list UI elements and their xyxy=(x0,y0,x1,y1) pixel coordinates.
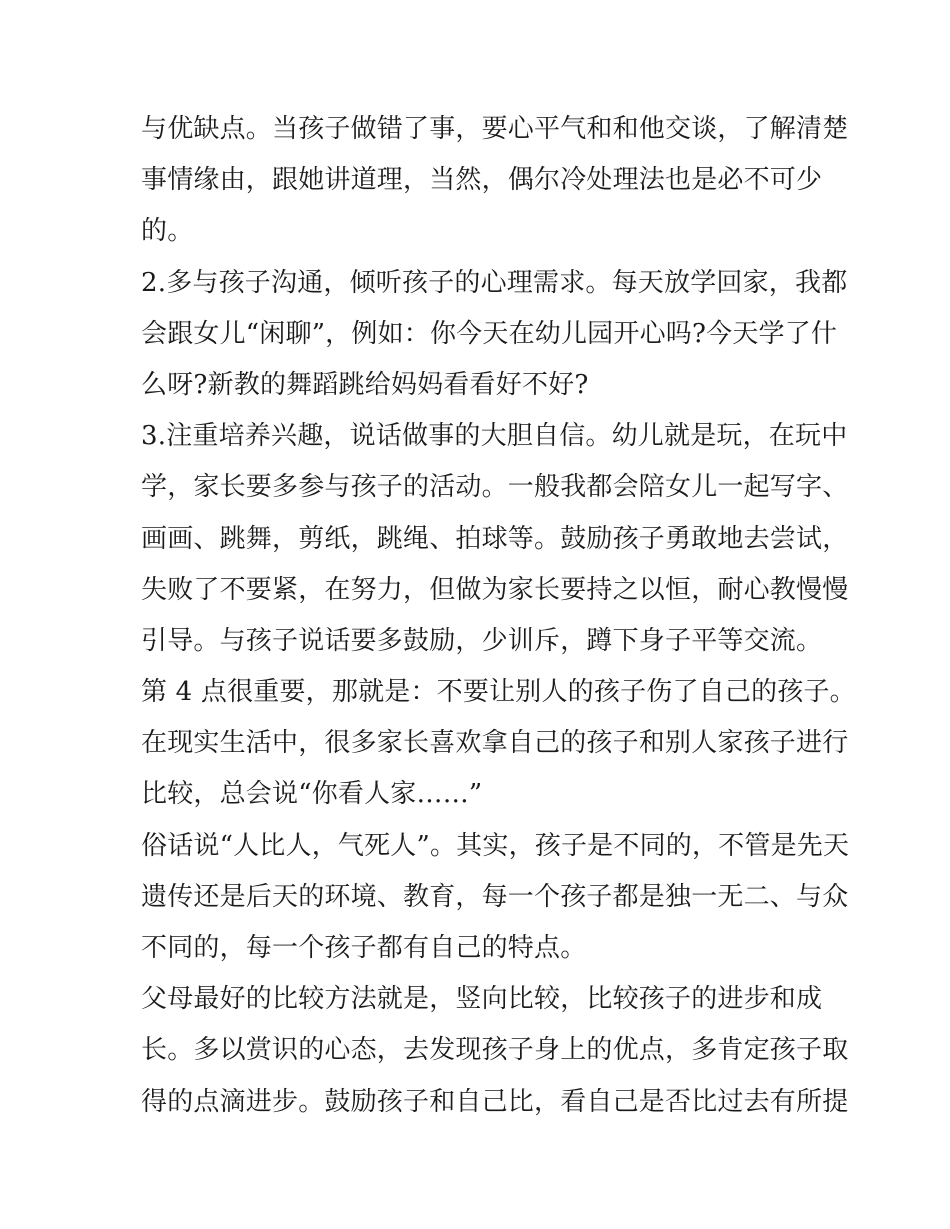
text-line: 父母最好的比较方法就是，竖向比较，比较孩子的进步和成 xyxy=(141,984,823,1015)
text-line: 学，家长要多参与孩子的活动。一般我都会陪女儿一起写字、 xyxy=(141,472,849,503)
text-line: 在现实生活中，很多家长喜欢拿自己的孩子和别人家孩子进行 xyxy=(141,728,849,759)
text-line: 遗传还是后天的环境、教育，每一个孩子都是独一无二、与众 xyxy=(141,881,849,912)
text-line: 不同的，每一个孩子都有自己的特点。 xyxy=(141,933,587,963)
text-line: 得的点滴进步。鼓励孩子和自己比，看自己是否比过去有所提 xyxy=(141,1086,849,1117)
text-line: 比较，总会说“你看人家……” xyxy=(141,779,483,810)
text-line: 的。 xyxy=(141,216,194,247)
text-line: 长。多以赏识的心态，去发现孩子身上的优点，多肯定孩子取 xyxy=(141,1035,849,1066)
document-body xyxy=(141,104,856,1128)
text-line: 3.注重培养兴趣，说话做事的大胆自信。幼儿就是玩，在玩中 xyxy=(141,421,848,452)
text-line: 失败了不要紧，在努力，但做为家长要持之以恒，耐心教慢慢 xyxy=(141,574,849,605)
text-line: 事情缘由，跟她讲道理，当然，偶尔冷处理法也是必不可少 xyxy=(141,165,823,196)
text-line: 2.多与孩子沟通，倾听孩子的心理需求。每天放学回家，我都 xyxy=(141,267,848,298)
text-line: 与优缺点。当孩子做错了事，要心平气和和他交谈，了解清楚 xyxy=(141,114,849,144)
text-line: 第 4 点很重要，那就是：不要让别人的孩子伤了自己的孩子。 xyxy=(141,677,856,708)
text-line: 么呀?新教的舞蹈跳给妈妈看看好不好? xyxy=(141,369,589,400)
text-line: 俗话说“人比人，气死人”。其实，孩子是不同的，不管是先天 xyxy=(141,830,850,861)
text-line: 引导。与孩子说话要多鼓励，少训斥，蹲下身子平等交流。 xyxy=(141,625,823,656)
text-line: 画画、跳舞，剪纸，跳绳、拍球等。鼓励孩子勇敢地去尝试， xyxy=(141,523,849,554)
text-line: 会跟女儿“闲聊”，例如：你今天在幼儿园开心吗?今天学了什 xyxy=(141,318,838,349)
